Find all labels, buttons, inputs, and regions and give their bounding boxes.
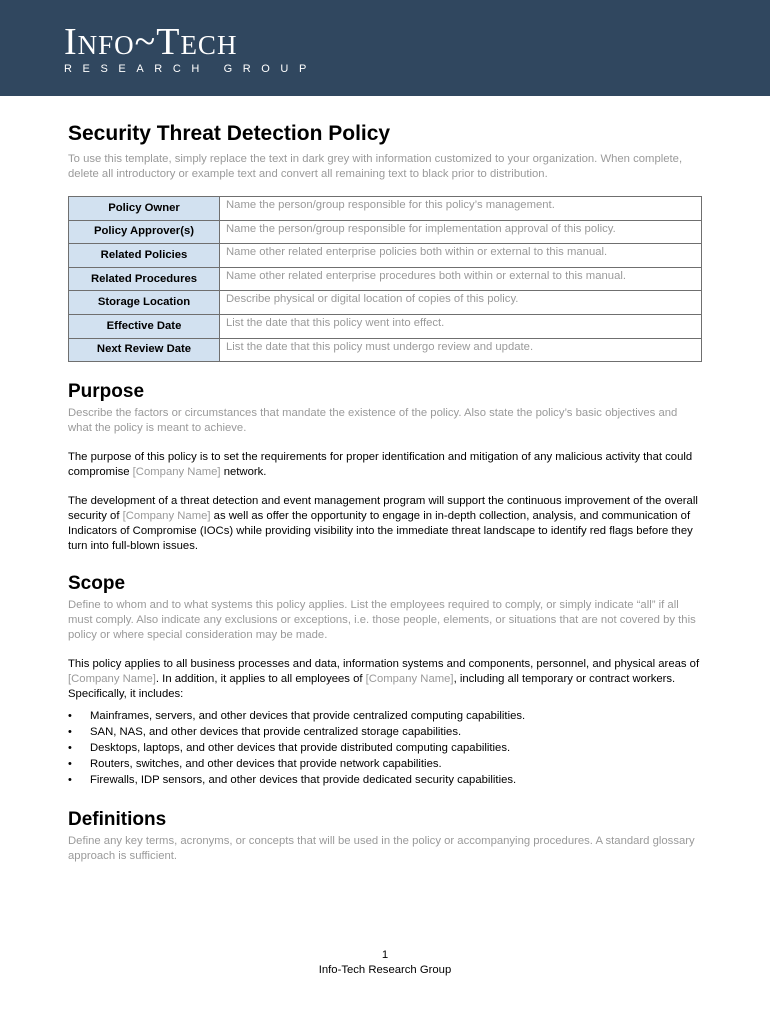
page-number: 1 [381, 949, 389, 961]
definitions-heading: Definitions [68, 809, 167, 831]
list-item: • Desktops, laptops, and other devices that provide distributed computing capabilities. [68, 740, 702, 756]
company-name-placeholder: [Company Name] [132, 466, 221, 479]
row-value: Name the person/group responsible for implementation approval of this policy. [220, 220, 702, 244]
row-value: Name other related enterprise policies both within or external to this manual. [220, 244, 702, 268]
document-title: Security Threat Detection Policy [68, 122, 391, 145]
list-item: • Mainframes, servers, and other devices that provide centralized computing capabilities. [68, 708, 702, 724]
purpose-paragraph-1: The purpose of this policy is to set the requirements for proper identification and mitigation of any malicious activity that could compromise [Company Name] network. [68, 451, 693, 479]
footer-company: Info-Tech Research Group [318, 964, 452, 976]
list-item: • Routers, switches, and other devices that provide network capabilities. [68, 756, 702, 772]
row-label: Next Review Date [69, 338, 220, 362]
logo-tagline: RESEARCH GROUP [64, 63, 317, 75]
template-instructions: To use this template, simply replace the text in dark grey with information customized to your organization. When complete, delete all introductory or example text and convert all remaining text to black prior to distribution. [68, 153, 683, 180]
row-label: Policy Owner [69, 197, 220, 221]
scope-bullet-list [68, 708, 702, 788]
row-value: Describe physical or digital location of copies of this policy. [220, 291, 702, 315]
row-label: Related Procedures [69, 267, 220, 291]
company-name-placeholder: [Company Name] [68, 673, 156, 686]
page-footer [0, 948, 770, 978]
row-value: Name the person/group responsible for this policy’s management. [220, 197, 702, 221]
purpose-paragraph-2: The development of a threat detection and event management program will support the continuous improvement of the overall security of [Company Name] as well as offer the opportunity to engage in in-depth collection, analysis, and communication of Indicators of Compromise (IOCs) while providing visibility into the immediate threat landscape to identify red flags before they turn into full-blown issues. [68, 495, 698, 553]
table-row [69, 338, 702, 362]
definitions-guidance: Define any key terms, acronyms, or concepts that will be used in the policy or accompanying procedures. A standard glossary approach is sufficient. [68, 835, 695, 863]
purpose-guidance: Describe the factors or circumstances that mandate the existence of the policy. Also state the policy’s basic objectives and what the policy is meant to achieve. [68, 407, 678, 435]
list-item: • SAN, NAS, and other devices that provide centralized storage capabilities. [68, 724, 702, 740]
scope-paragraph: This policy applies to all business processes and data, information systems and components, personnel, and physical areas of [Company Name]. In addition, it applies to all employees of [Company Name], including all temporary or contract workers. Specifically, it includes: [68, 658, 700, 701]
policy-metadata-table [68, 196, 702, 362]
row-value: List the date that this policy went into effect. [220, 314, 702, 338]
row-label: Storage Location [69, 291, 220, 315]
table-row [69, 314, 702, 338]
row-value: List the date that this policy must undergo review and update. [220, 338, 702, 362]
table-row [69, 267, 702, 291]
table-row [69, 244, 702, 268]
table-row [69, 220, 702, 244]
company-logo [64, 20, 237, 64]
list-item: • Firewalls, IDP sensors, and other devices that provide dedicated security capabilities. [68, 772, 702, 788]
scope-heading: Scope [68, 573, 126, 595]
scope-guidance: Define to whom and to what systems this policy applies. List the employees required to comply, or simply indicate “all” if all must comply. Also indicate any exclusions or exceptions, i.e. those people, elements, or situations that are not covered by this policy or where special consideration may be made. [68, 599, 696, 642]
company-name-placeholder: [Company Name] [122, 510, 211, 523]
table-row [69, 197, 702, 221]
row-label: Related Policies [69, 244, 220, 268]
company-name-placeholder: [Company Name] [365, 673, 454, 686]
logo-wordmark: Info~Tech [64, 21, 238, 63]
purpose-heading: Purpose [68, 381, 145, 403]
page-header [0, 0, 770, 96]
row-label: Policy Approver(s) [69, 220, 220, 244]
row-label: Effective Date [69, 314, 220, 338]
table-row [69, 291, 702, 315]
row-value: Name other related enterprise procedures both within or external to this manual. [220, 267, 702, 291]
document-body [68, 112, 702, 864]
